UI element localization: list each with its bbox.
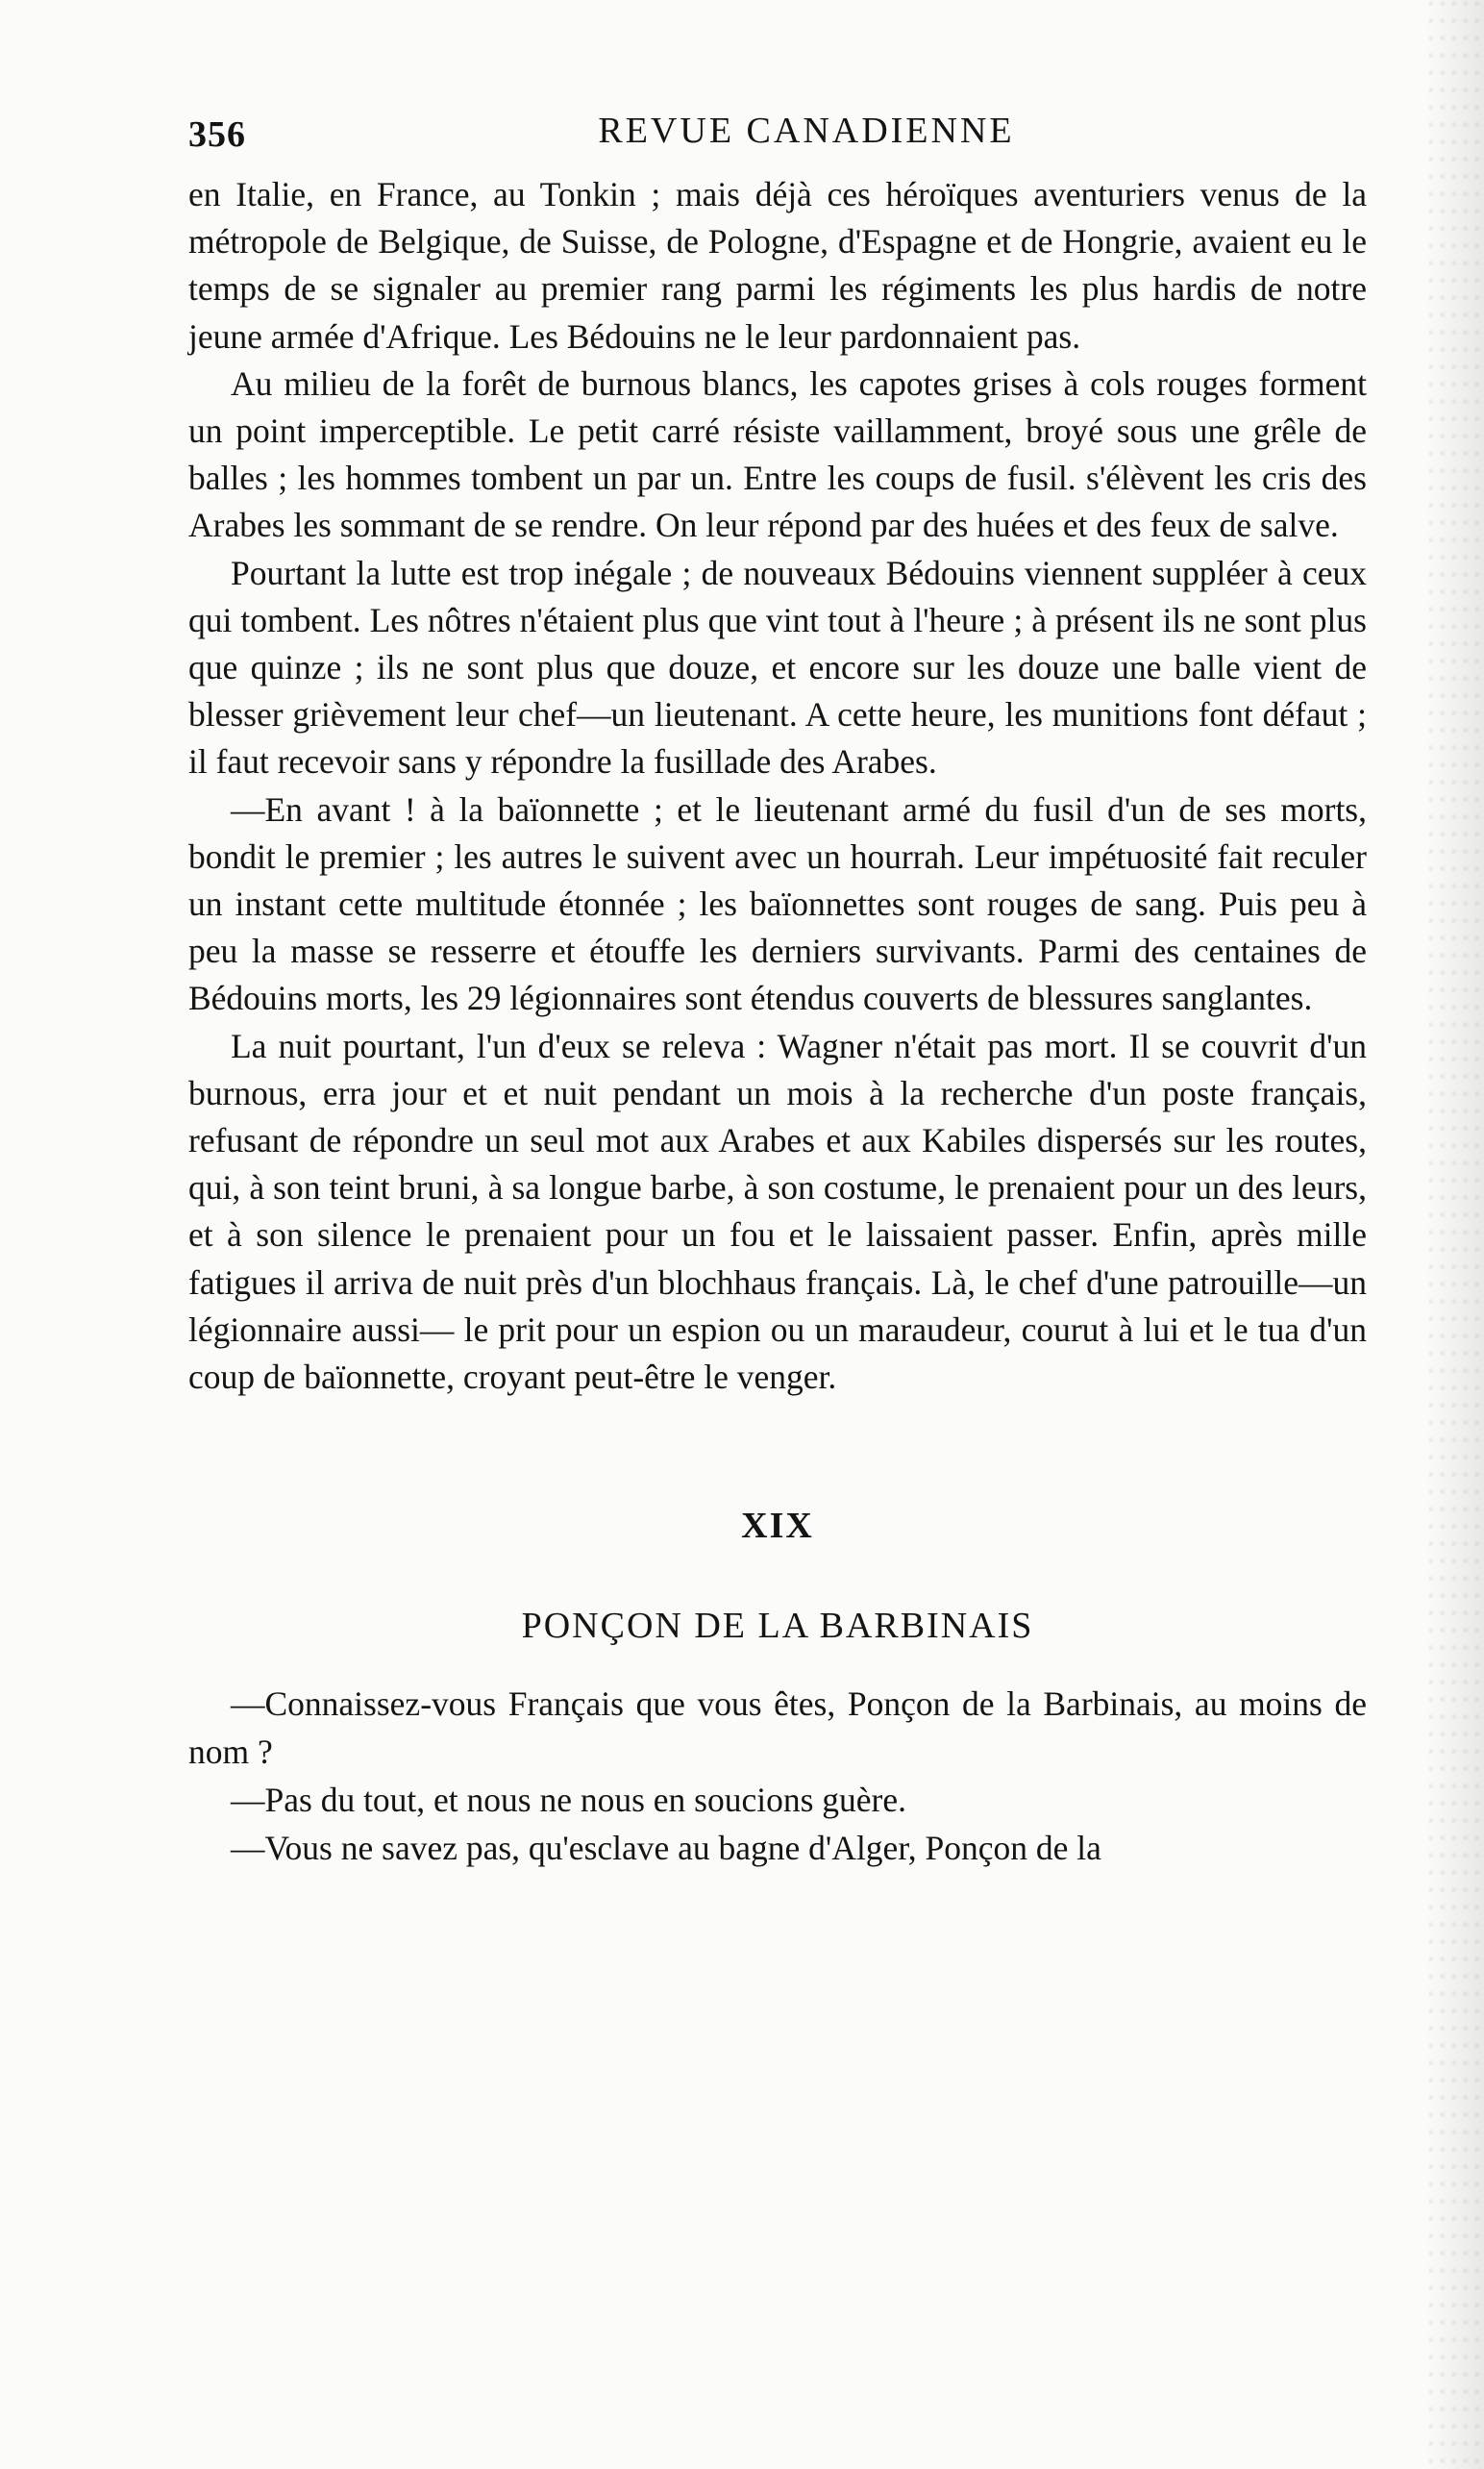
paragraph: Au milieu de la forêt de burnous blancs, les capotes grises à cols rouges forment un point imperceptible. Le petit carré résiste vaillamment, broyé sous une grêle de balles ; les hommes tombent un par un. Entre les coups de fusil. s'élèvent les cris des Arabes les sommant de se rendre. On leur répond par des huées et des feux de salve. xyxy=(188,363,1367,545)
chapter-body xyxy=(188,171,1367,1401)
dialogue-line: —Pas du tout, et nous ne nous en soucions guère. xyxy=(231,1781,907,1820)
paragraph: Pourtant la lutte est trop inégale ; de nouveaux Bédouins viennent suppléer à ceux qui tombent. Les nôtres n'étaient plus que vint tout à l'heure ; à présent ils ne sont plus que quinze ; ils ne sont plus que douze, et encore sur les douze une balle vient de blesser grièvement leur chef—un lieutenant. A cette heure, les munitions font défaut ; il faut recevoir sans y répondre la fusillade des Arabes. xyxy=(188,553,1367,782)
page-header xyxy=(188,104,1367,171)
chapter-title: PONÇON DE LA BARBINAIS xyxy=(521,1606,1034,1647)
book-page xyxy=(188,104,1367,1872)
page-number: 356 xyxy=(188,114,246,155)
page-edge-shadow xyxy=(1426,0,1484,2469)
paragraph: —En avant ! à la baïonnette ; et le lieutenant armé du fusil d'un de ses morts, bondit le premier ; les autres le suivent avec un hourrah. Leur impétuosité fait reculer un instant cette multitude étonnée ; les baïonnettes sont rouges de sang. Puis peu à peu la masse se resserre et étouffe les derniers survivants. Parmi des centaines de Bédouins morts, les 29 légionnaires sont étendus couverts de blessures sanglantes. xyxy=(188,789,1367,1018)
running-title: REVUE CANADIENNE xyxy=(598,111,1015,151)
paragraph: en Italie, en France, au Tonkin ; mais déjà ces héroïques aventuriers venus de la métropole de Belgique, de Suisse, de Pologne, d'Espagne et de Hongrie, avaient eu le temps de se signaler au premier rang parmi les régiments les plus hardis de notre jeune armée d'Afrique. Les Bédouins ne le leur pardonnaient pas. xyxy=(188,175,1367,356)
dialogue-line: —Connaissez-vous Français que vous êtes, Ponçon de la Barbinais, au moins de nom ? xyxy=(188,1684,1367,1772)
paragraph: La nuit pourtant, l'un d'eux se releva : Wagner n'était pas mort. Il se couvrit d'un burnous, erra jour et et nuit pendant un mois à la recherche d'un poste français, refusant de répondre un seul mot aux Arabes et aux Kabiles dispersés sur les routes, qui, à son teint bruni, à sa longue barbe, à son costume, le prenaient pour un des leurs, et à son silence le prenaient pour un fou et le laissaient passer. Enfin, après mille fatigues il arriva de nuit près d'un blochhaus français. Là, le chef d'une patrouille—un légionnaire aussi— le prit pour un espion ou un maraudeur, courut à lui et le tua d'un coup de baïonnette, croyant peut-être le venger. xyxy=(188,1026,1367,1397)
chapter-number: XIX xyxy=(741,1506,814,1547)
dialogue-section xyxy=(188,1680,1367,1872)
dialogue-line: —Vous ne savez pas, qu'esclave au bagne d'Alger, Ponçon de la xyxy=(231,1829,1101,1868)
